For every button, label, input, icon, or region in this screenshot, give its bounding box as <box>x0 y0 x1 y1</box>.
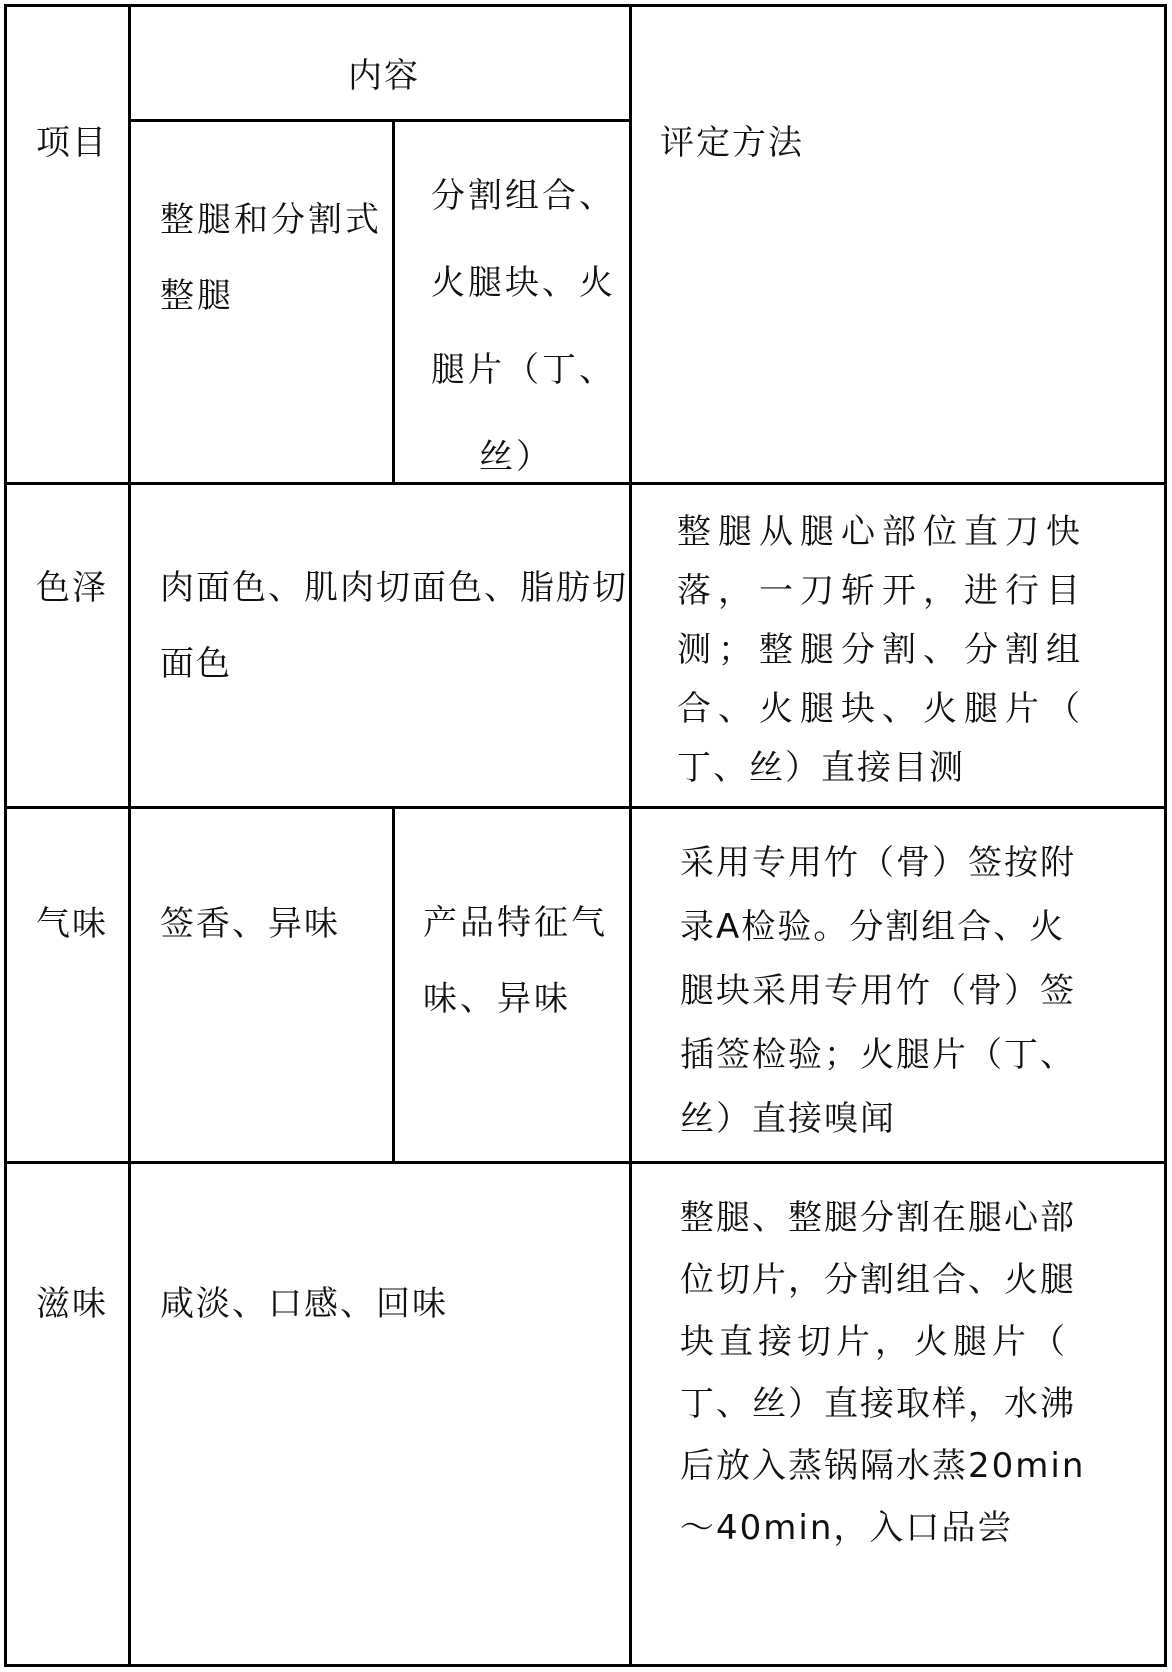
row-color-content <box>160 550 628 702</box>
row-color-item: 色泽 <box>36 568 108 608</box>
row-taste-method-line: 块直接切片，火腿片（ <box>680 1322 1070 1362</box>
row-odor-item: 气味 <box>36 904 108 944</box>
header-method: 评定方法 <box>660 123 804 163</box>
row-odor-content-a: 签香、异味 <box>160 904 340 944</box>
row-taste-method-line: 丁、丝）直接取样，水沸 <box>680 1384 1076 1424</box>
row-odor-method-line: 录A检验。分割组合、火 <box>680 907 1066 947</box>
row-odor-content-b-line: 味、异味 <box>423 979 571 1019</box>
row-color-method <box>677 503 1087 798</box>
row-odor-method-line: 采用专用竹（骨）签按附 <box>680 843 1076 883</box>
col-divider-content-header <box>392 119 395 485</box>
row-color-method-line: 测；整腿分割、分割组 <box>677 630 1087 670</box>
row-odor-content-b <box>423 885 608 1037</box>
row-color-content-line: 面色 <box>160 644 232 684</box>
row-odor-method-line: 丝）直接嗅闻 <box>680 1099 896 1139</box>
row-color-method-line: 落，一刀斩开，进行目 <box>677 571 1087 611</box>
col-divider-method <box>629 4 632 1667</box>
row-divider-odor <box>4 1161 1167 1164</box>
header-whole-leg-line: 整腿 <box>160 276 234 316</box>
row-taste-method-line: 整腿、整腿分割在腿心部 <box>680 1198 1076 1238</box>
row-taste-item: 滋味 <box>36 1284 108 1324</box>
header-item: 项目 <box>36 123 108 163</box>
row-taste-method-line: 位切片，分割组合、火腿 <box>680 1260 1076 1300</box>
row-color-method-line: 合、火腿块、火腿片（ <box>677 689 1087 729</box>
row-odor-method <box>680 831 1076 1151</box>
header-content: 内容 <box>348 56 420 96</box>
row-odor-method-line: 腿块采用专用竹（骨）签 <box>680 971 1076 1011</box>
row-taste-method <box>680 1187 1085 1559</box>
header-segmented <box>431 153 616 501</box>
row-odor-content-b-line: 产品特征气 <box>423 903 608 943</box>
row-taste-method-line: ～40min，入口品尝 <box>680 1508 1014 1548</box>
row-color-method-line: 丁、丝）直接目测 <box>677 748 965 788</box>
header-segmented-line: 腿片（丁、 <box>431 350 616 390</box>
row-taste-method-line: 后放入蒸锅隔水蒸20min <box>680 1446 1086 1486</box>
row-odor-method-line: 插签检验；火腿片（丁、 <box>680 1035 1076 1075</box>
row-divider-color <box>4 806 1167 809</box>
header-segmented-line: 分割组合、 <box>431 176 616 216</box>
row-taste-content: 咸淡、口感、回味 <box>160 1284 448 1324</box>
row-color-content-line: 肉面色、肌肉切面色、脂肪切 <box>160 568 628 608</box>
header-whole-leg <box>160 182 382 334</box>
col-divider-item <box>128 4 131 1667</box>
header-segmented-line: 火腿块、火 <box>431 263 616 303</box>
header-content-divider <box>130 119 632 122</box>
header-segmented-line: 丝） <box>479 437 553 477</box>
header-whole-leg-line: 整腿和分割式 <box>160 200 382 240</box>
row-color-method-line: 整腿从腿心部位直刀快 <box>677 512 1087 552</box>
col-divider-content-odor <box>392 806 395 1163</box>
